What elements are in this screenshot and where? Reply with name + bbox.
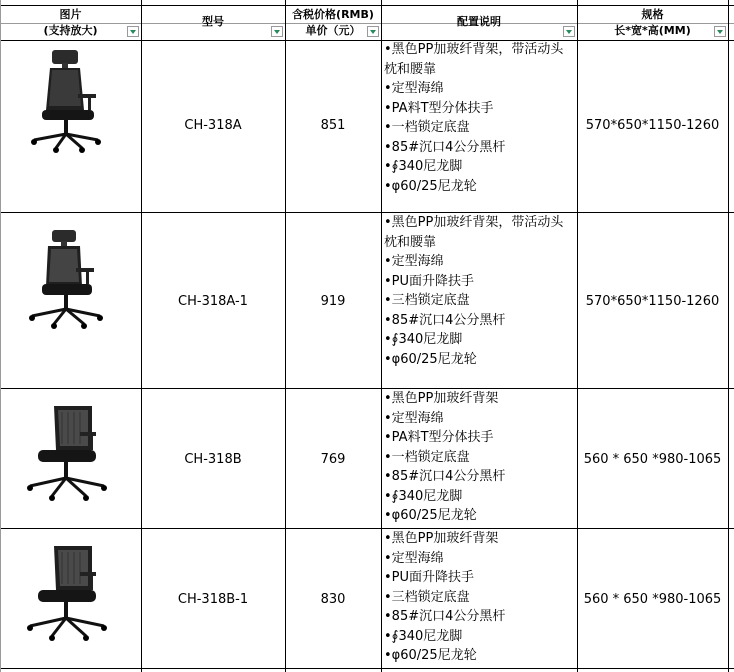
price-cell: 769 <box>320 452 346 467</box>
config-line: •85#沉口4公分黑杆 <box>384 139 506 155</box>
header-price-sub: 单价（元） <box>305 24 361 37</box>
config-line: •黑色PP加玻纤背架，带活动头 <box>384 215 564 230</box>
grid-line <box>0 0 1 672</box>
config-line: •PA料T型分体扶手 <box>384 100 494 116</box>
config-line: •85#沉口4公分黑杆 <box>384 469 506 484</box>
grid-line <box>728 0 729 672</box>
filter-dropdown-icon[interactable] <box>714 26 726 37</box>
chair-with-headrest-image <box>22 224 122 332</box>
config-line: •∮340尼龙脚 <box>384 628 463 644</box>
header-spec-sub: 长*宽*高(MM) <box>614 24 691 37</box>
config-line: •三档锁定底盘 <box>384 293 470 308</box>
config-line: •三档锁定底盘 <box>384 589 470 605</box>
config-line: •85#沉口4公分黑杆 <box>384 312 506 328</box>
filter-dropdown-icon[interactable] <box>127 26 139 37</box>
header-picture: 图片 <box>59 8 82 21</box>
grid-line <box>381 0 382 672</box>
spec-cell: 560 * 650 *980-1065 <box>583 452 722 467</box>
config-cell <box>384 529 505 666</box>
grid-line <box>0 212 734 213</box>
config-line: •定型海绵 <box>384 550 444 566</box>
grid-line <box>0 668 734 669</box>
config-line: •φ60/25尼龙轮 <box>384 648 477 663</box>
config-line: 枕和腰靠 <box>384 61 437 77</box>
config-cell <box>384 213 563 369</box>
config-line: •φ60/25尼龙轮 <box>384 508 477 523</box>
grid-line <box>141 0 142 672</box>
spec-cell: 570*650*1150-1260 <box>585 118 720 133</box>
config-line: •一档锁定底盘 <box>384 449 470 465</box>
model-cell: CH-318B <box>184 452 242 467</box>
chair-mesh-image <box>22 402 122 510</box>
filter-dropdown-icon[interactable] <box>563 26 575 37</box>
header-price: 含税价格(RMB) <box>292 8 374 21</box>
config-line: •φ60/25尼龙轮 <box>384 178 477 194</box>
config-line: •黑色PP加玻纤背架，带活动头 <box>384 42 564 57</box>
config-line: •黑色PP加玻纤背架 <box>384 391 499 406</box>
price-cell: 851 <box>320 118 346 133</box>
price-cell: 830 <box>320 592 346 607</box>
price-cell: 919 <box>320 294 346 309</box>
grid-line <box>0 388 734 389</box>
header-model: 型号 <box>202 15 224 28</box>
config-line: •85#沉口4公分黑杆 <box>384 609 506 624</box>
model-cell: CH-318A <box>184 118 242 133</box>
config-cell <box>384 389 505 526</box>
config-line: •定型海绵 <box>384 254 444 269</box>
grid-line <box>577 0 578 672</box>
filter-dropdown-icon[interactable] <box>271 26 283 37</box>
chair-with-headrest-image <box>22 48 122 156</box>
config-line: •PU面升降扶手 <box>384 570 475 585</box>
grid-line <box>285 0 286 672</box>
config-line: •PU面升降扶手 <box>384 273 475 289</box>
filter-dropdown-icon[interactable] <box>367 26 379 37</box>
grid-line <box>0 40 734 41</box>
model-cell: CH-318A-1 <box>178 294 248 309</box>
grid-line <box>0 528 734 529</box>
config-line: •φ60/25尼龙轮 <box>384 351 477 367</box>
config-cell <box>384 40 563 196</box>
config-line: •∮340尼龙脚 <box>384 332 463 347</box>
config-line: •黑色PP加玻纤背架 <box>384 531 499 546</box>
header-picture-sub: (支持放大) <box>43 24 98 37</box>
chair-mesh-image <box>22 542 122 650</box>
config-line: •定型海绵 <box>384 410 444 426</box>
config-line: •一档锁定底盘 <box>384 120 470 135</box>
config-line: •PA料T型分体扶手 <box>384 430 494 445</box>
config-line: 枕和腰靠 <box>384 234 437 250</box>
model-cell: CH-318B-1 <box>177 592 249 607</box>
spec-cell: 570*650*1150-1260 <box>585 294 720 309</box>
config-line: •定型海绵 <box>384 81 444 96</box>
config-line: •∮340尼龙脚 <box>384 159 463 174</box>
config-line: •∮340尼龙脚 <box>384 488 463 504</box>
spec-cell: 560 * 650 *980-1065 <box>583 592 722 607</box>
header-config: 配置说明 <box>457 15 501 28</box>
grid-line <box>0 5 734 6</box>
header-spec: 规格 <box>641 8 664 21</box>
